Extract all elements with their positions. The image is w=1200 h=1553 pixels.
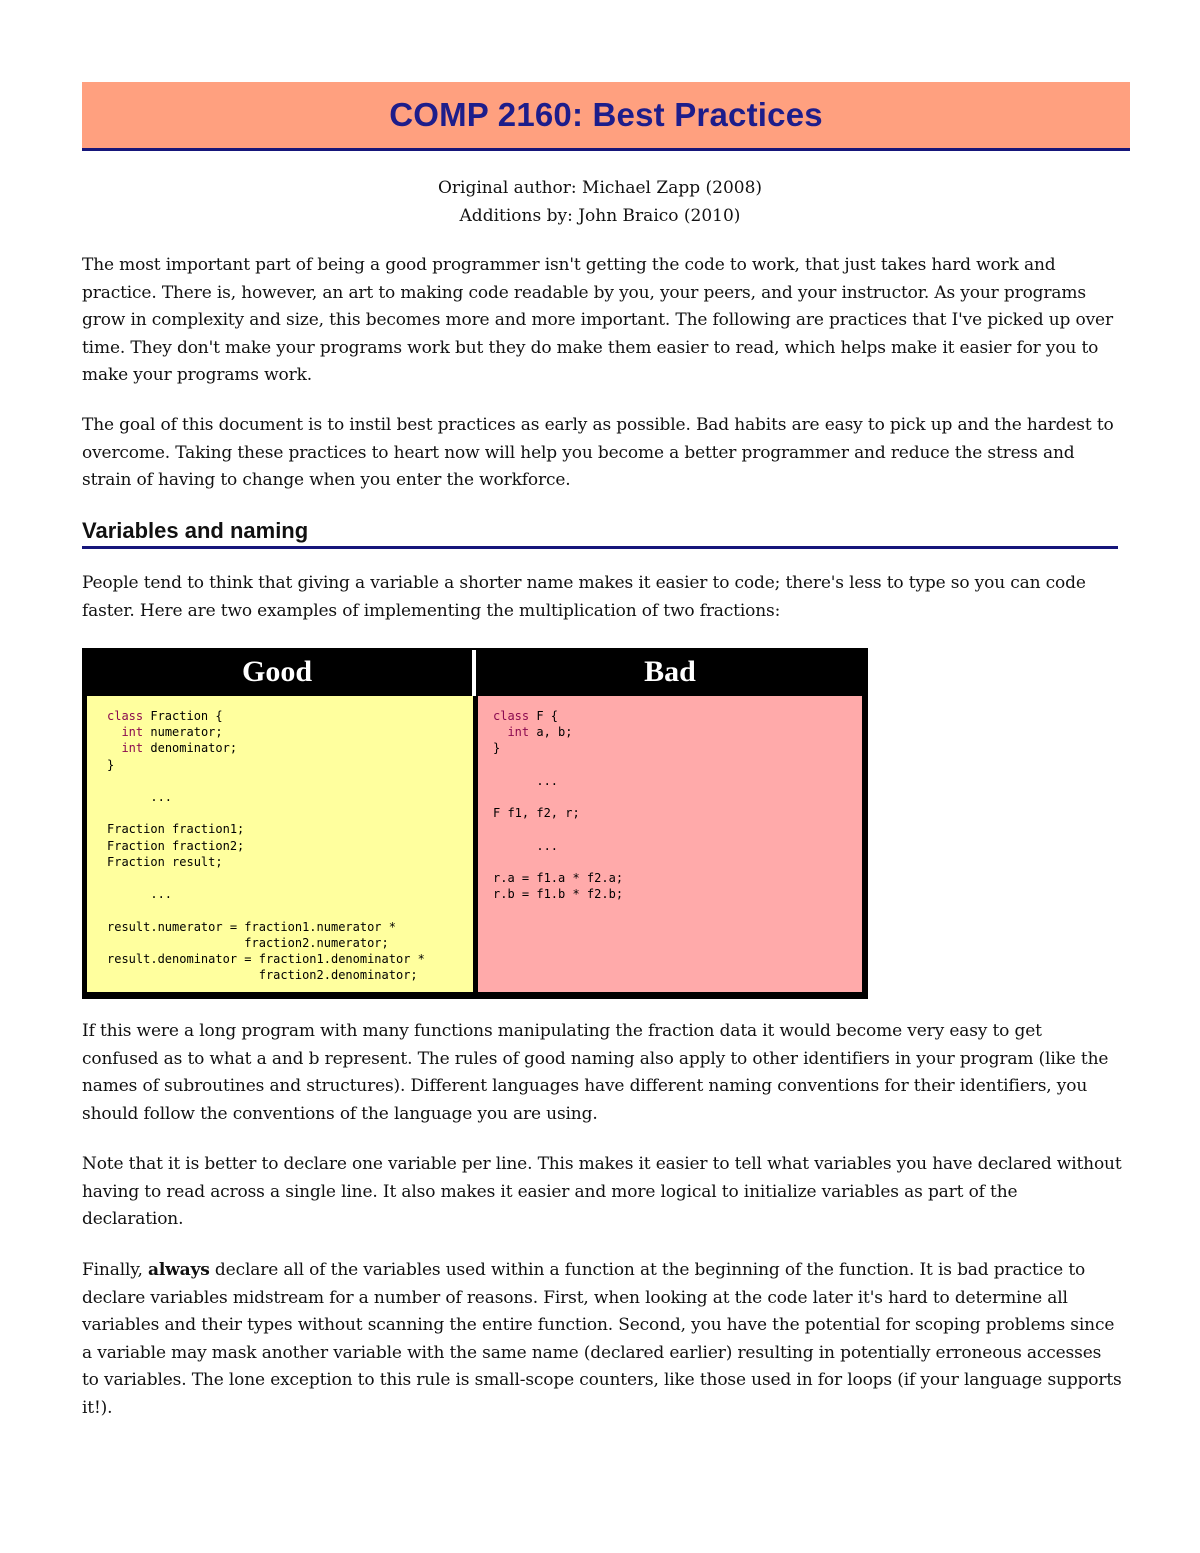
good-column-header: Good [241, 655, 313, 688]
naming-paragraph-2: If this were a long program with many functions manipulating the fraction data it would become very easy to get confused as to what a and b represent. The rules of good naming also apply to other identifiers in your program (like the names of subroutines and structures). Different languages have different naming conventions for their identifiers, you should follow the conventions of the language you are using. [82, 1021, 1109, 1124]
original-author: Original author: Michael Zapp (2008) [437, 178, 763, 198]
section-heading-block [82, 517, 1118, 549]
naming-paragraph-3: Note that it is better to declare one variable per line. This makes it easier to tell what variables you have declared without having to read across a single line. It also makes it easier and more logical to initialize variables as part of the declaration. [82, 1154, 1122, 1229]
good-bad-comparison-table [82, 648, 868, 999]
good-code: class Fraction { int numerator; int denominator; } ... Fraction fraction1; Fraction fraction2; Fraction result; ... result.numerator = fraction1.numerator * fraction2.numerator; result.denominator = fraction1.denominator * fraction2.denominator; [107, 709, 425, 983]
bad-column-header: Bad [644, 655, 696, 688]
intro-paragraph-1: The most important part of being a good programmer isn't getting the code to work, that just takes hard work and practice. There is, however, an art to making code readable by you, your peers, and your instructor. As your programs grow in complexity and size, this becomes more and more important. The following are practices that I've picked up over time. They don't make your programs work but they do make them easier to read, which helps make it easier for you to make your programs work. [82, 255, 1113, 385]
good-code-cell [87, 696, 473, 992]
page-title: COMP 2160: Best Practices [389, 96, 823, 133]
section-heading: Variables and naming [82, 518, 309, 543]
bad-code: class F { int a, b; } ... F f1, f2, r; ... r.a = f1.a * f2.a; r.b = f1.b * f2.b; [493, 709, 624, 902]
bad-code-cell [478, 696, 862, 992]
naming-paragraph-4: Finally, always declare all of the variables used within a function at the beginning of the function. It is bad practice to declare variables midstream for a number of reasons. First, when looking at the code later it's hard to determine all variables and their types without scanning the entire function. Second, you have the potential for scoping problems since a variable may mask another variable with the same name (declared earlier) resulting in potentially erroneous accesses to variables. The lone exception to this rule is small-scope counters, like those used in for loops (if your language supports it!). [82, 1260, 1122, 1418]
emphasis-always: always [148, 1260, 210, 1280]
title-banner [82, 82, 1130, 151]
intro-paragraph-2: The goal of this document is to instil best practices as early as possible. Bad habits are easy to pick up and the hardest to overcome. Taking these practices to heart now will help you become a better programmer and reduce the stress and strain of having to change when you enter the workforce. [82, 415, 1114, 490]
authors-block [82, 174, 1118, 230]
additions-author: Additions by: John Braico (2010) [459, 206, 741, 226]
naming-paragraph-1: People tend to think that giving a variable a shorter name makes it easier to code; there's less to type so you can code faster. Here are two examples of implementing the multiplication of two fractions: [82, 573, 1086, 621]
